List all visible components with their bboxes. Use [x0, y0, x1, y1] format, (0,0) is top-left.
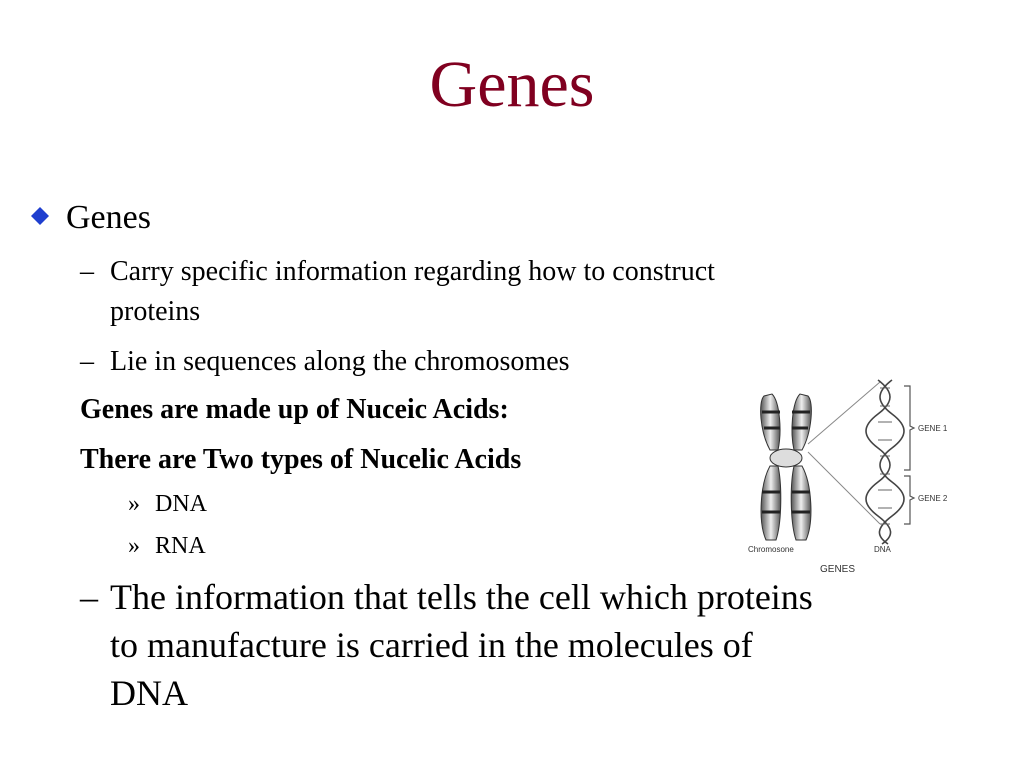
raquo-marker: » — [128, 491, 140, 517]
slide-title: Genes — [429, 48, 595, 121]
point-lie: Lie in sequences along the chromosomes — [110, 346, 570, 377]
dash-marker: – — [80, 577, 98, 617]
bold-two-types: There are Two types of Nucelic Acids — [80, 444, 522, 475]
dash-marker: – — [80, 256, 94, 287]
sub-dna: DNA — [155, 491, 207, 517]
point-information-line2: to manufacture is carried in the molecules of — [110, 625, 753, 665]
point-carry-line2: proteins — [110, 296, 201, 327]
sub-rna: RNA — [155, 533, 206, 559]
diamond-bullet-icon — [30, 206, 50, 226]
raquo-marker: » — [128, 533, 140, 559]
genes-caption: GENES — [820, 564, 856, 575]
point-carry-line1: Carry specific information regarding how to construct — [110, 256, 715, 287]
chromosome-label: Chromosone — [748, 545, 794, 554]
gene-1-label: GENE 1 — [918, 424, 948, 433]
gene-brackets — [904, 386, 914, 524]
bullet-genes: Genes — [66, 199, 151, 236]
chromosome-icon — [761, 394, 812, 540]
gene-2-label: GENE 2 — [918, 494, 948, 503]
bold-nucleic-acids: Genes are made up of Nuceic Acids: — [80, 394, 509, 425]
dna-helix-icon — [866, 380, 904, 544]
dash-marker: – — [80, 346, 94, 377]
dna-label: DNA — [874, 545, 891, 554]
chromosome-dna-diagram — [742, 372, 964, 582]
point-information-line1: The information that tells the cell which proteins — [110, 577, 813, 617]
point-information-line3: DNA — [110, 673, 188, 713]
